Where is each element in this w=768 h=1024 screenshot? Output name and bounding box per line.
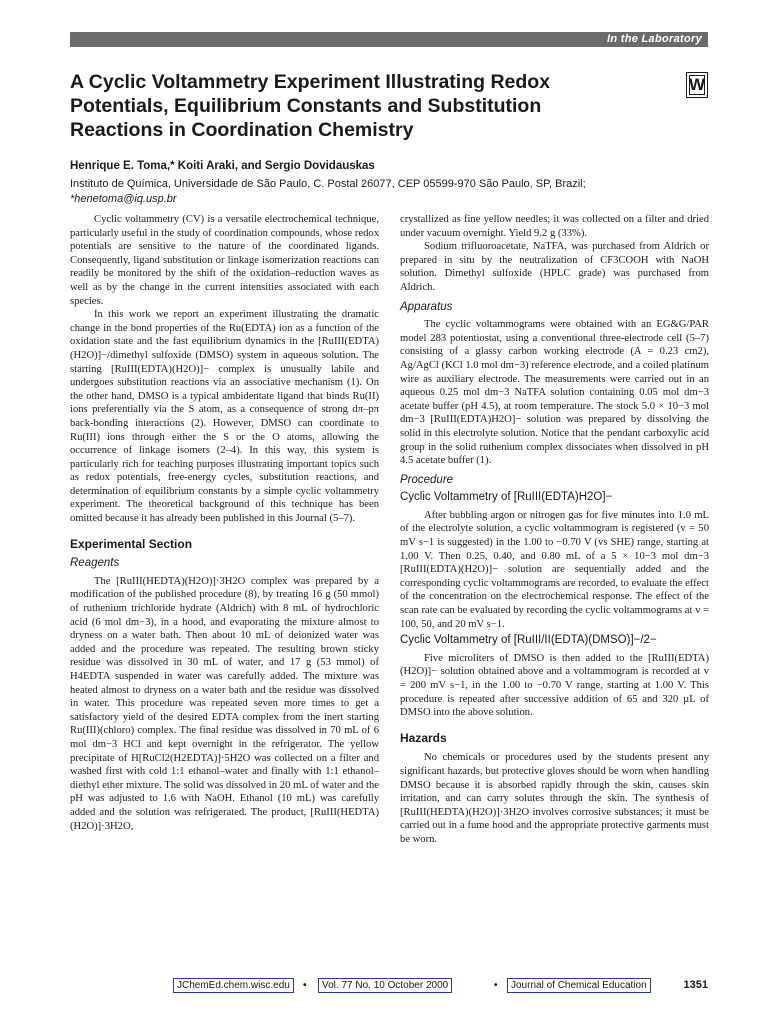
apparatus-paragraph: The cyclic voltammograms were obtained with an EG&G/PAR model 283 potentiostat, using a conventional three-electrode cell (5–7) consisting of a glassy carbon working electrode (A = 0.23 cm2), Ag/AgCl (KCl 1.0 mol dm−3) reference electrode, and a coiled platinum wire as auxiliary electrode. The measurements were carried out in an aqueous 0.25 mol dm−3 NaTFA solution containing 0.05 mol dm−3 acetate buffer (pH 4.5), at room temperature. The stock 5.0 × 10−3 mol dm−3 [RuIII(EDTA)H2O]− solution was prepared by dissolving the solid in this electrolyte solution. Notice that the pendant carboxylic acid group in the solid ruthenium complex dissociates when dissolved in pH 4.5 acetate buffer (1). xyxy=(400,319,709,467)
natfa-paragraph: Sodium trifluoroacetate, NaTFA, was purchased from Aldrich or prepared in situ by the neutralization of CF3COOH with NaOH solution. Dimethyl sulfoxide (HPLC grade) was purchased from Aldrich. xyxy=(400,241,709,293)
reagents-paragraph: The [RuIII(HEDTA)(H2O)]·3H2O complex was prepared by a modification of the published procedure (8), by treating 16 g (50 mmol) of ruthenium trichloride hydrate (Aldrich) with 8 mL of hydrochloric acid (6 mol dm−3), in a hood, and evaporating the mixture almost to dryness on a water bath. Then about 10 mL of deionized water was added and the procedure was repeated. The resulting brown sticky residue was dissolved in 30 mL of water, and 17 g (53 mmol) of H4EDTA suspended in water was carefully added. The mixture was heated almost to dryness on a water bath and the residue was dissolved in water. This procedure was repeated seven more times to get a satisfactory yield of the desired EDTA complex from the inert starting Ru(III)(chloro) complex. The final residue was dissolved in 70 mL of 6 mol dm−3 HCl and kept overnight in the refrigerator. The yellow precipitate of H[RuCl2(H2EDTA)]·5H2O was collected on a filter and washed first with cold 1:1 ethanol–water and finally with 1:1 ethanol–diethyl ether mixture. The solid was dissolved in 20 mL of water and the pH was adjusted to 1.6 with NaOH. Ethanol (10 mL) was carefully added and the solution was refrigerated. The product, [RuIII(HEDTA)(H2O)]·3H2O, xyxy=(70,575,379,832)
apparatus-heading: Apparatus xyxy=(400,300,453,313)
section-label: In the Laboratory xyxy=(607,33,702,45)
author-email[interactable]: *henetoma@iq.usp.br xyxy=(70,193,177,205)
purpose-paragraph: In this work we report an experiment illustrating the dramatic change in the bond properties of the Ru(EDTA) ion as a function of the oxidation state and the fast equilibrium dynamics in the [RuIII(EDTA)(H2O)]−/dimethyl sulfoxide (DMSO) system in aqueous solution. The starting [RuIII(EDTA)(H2O)]− complex is unusually labile and undergoes substitution reactions via an associative mechanism (1). On the other hand, DMSO is a typical ambidentate ligand that binds Ru(II) ions preferentially via the S atom, as a consequence of strong dπ–pπ back-bonding interactions (2). However, DMSO can coordinate to Ru(III) ions through either the S or the O atoms, allowing the occurrence of linkage isomers (2–4). In this way, this system is particularly rich for teaching purposes illustrating important topics such as redox potentials, free-energy cycles, substitution reactions, and determination of equilibrium constants by a simple cyclic voltammetry experiment. The theoretical background of this technique has been omitted because it has already been published in this Journal (5–7). xyxy=(70,309,379,525)
footer-separator: • xyxy=(303,980,307,991)
section-header-bar xyxy=(70,32,708,47)
hazards-heading: Hazards xyxy=(400,730,447,745)
page-number: 1351 xyxy=(683,979,708,991)
affiliation-address: Instituto de Química, Universidade de São Paulo, C. Postal 26077, CEP 05599-970 São Paulo, SP, Brazil; xyxy=(70,178,586,190)
footer-website-link[interactable]: JChemEd.chem.wisc.edu xyxy=(173,978,294,993)
cv-dmso-subheading: Cyclic Voltammetry of [RuIII/II(EDTA)(DMSO)]−/2− xyxy=(400,634,657,647)
hazards-paragraph: No chemicals or procedures used by the students present any significant hazards, but protective gloves should be worn when handling DMSO because it is absorbed rapidly through the skin, causes skin irritation, and can carry solutes through the skin. The synthesis of [RuIII(HEDTA)(H2O)]·3H2O involves corrosive substances; it must be carried out in a fume hood and the appropriate protective garments must be worn. xyxy=(400,752,709,845)
right-column xyxy=(400,213,709,847)
footer-separator: • xyxy=(494,980,498,991)
article-title: A Cyclic Voltammetry Experiment Illustrating Redox Potentials, Equilibrium Constants and Substitution Reactions in Coordination Chemistry xyxy=(70,71,551,141)
footer-issue-link[interactable]: Vol. 77 No. 10 October 2000 xyxy=(318,978,452,993)
cv-edta-subheading: Cyclic Voltammetry of [RuIII(EDTA)H2O]− xyxy=(400,491,613,504)
cv-edta-paragraph: After bubbling argon or nitrogen gas for five minutes into 1.0 mL of the electrolyte solution, a cyclic voltammogram is registered (v = 50 mV s−1 is suggested) in the 1.00 to −0.70 V (vs SHE) range, starting at 1.00 V. Then 0.25, 0.40, and 0.80 mL of a 5 × 10−3 mol dm−3 [RuIII(EDTA)(H2O)]− solution are sequentially added and the corresponding cyclic voltammograms are recorded, to evaluate the effect of the concentration on the electrochemical response. The effect of the scan rate can be evaluated by recording the cyclic voltammograms at v = 100, 50, and 20 mV s−1. xyxy=(400,509,709,630)
intro-paragraph: Cyclic voltammetry (CV) is a versatile electrochemical technique, particularly useful in the study of coordination compounds, whose redox potentials are sensitive to the nature of the coordinated ligands. Consequently, ligand substitution or linkage isomerization reactions can readily be monitored by the shift of the oxidation–reduction waves as well as by the change in the current intensities associated with each species. xyxy=(70,214,379,307)
left-column xyxy=(70,213,379,833)
procedure-heading: Procedure xyxy=(400,473,454,486)
page-footer xyxy=(70,978,708,994)
affiliation xyxy=(70,177,690,207)
author-list: Henrique E. Toma,* Koiti Araki, and Sergio Dovidauskas xyxy=(70,160,375,172)
reagents-continued-paragraph: crystallized as fine yellow needles; it was collected on a filter and dried under vacuum overnight. Yield 9.2 g (33%). xyxy=(400,214,709,239)
cv-dmso-paragraph: Five microliters of DMSO is then added to the [RuIII(EDTA)(H2O)]− solution obtained above and a voltammogram is recorded at v = 200 mV s−1, in the 1.00 to −0.70 V range, starting at 1.00 V. This procedure is repeated after successive addition of 65 and 320 µL of DMSO into the above solution. xyxy=(400,652,709,719)
experimental-section-heading: Experimental Section xyxy=(70,536,193,551)
reagents-heading: Reagents xyxy=(70,557,120,570)
footer-journal-link[interactable]: Journal of Chemical Education xyxy=(507,978,651,993)
web-supplement-icon[interactable]: W xyxy=(686,72,708,98)
